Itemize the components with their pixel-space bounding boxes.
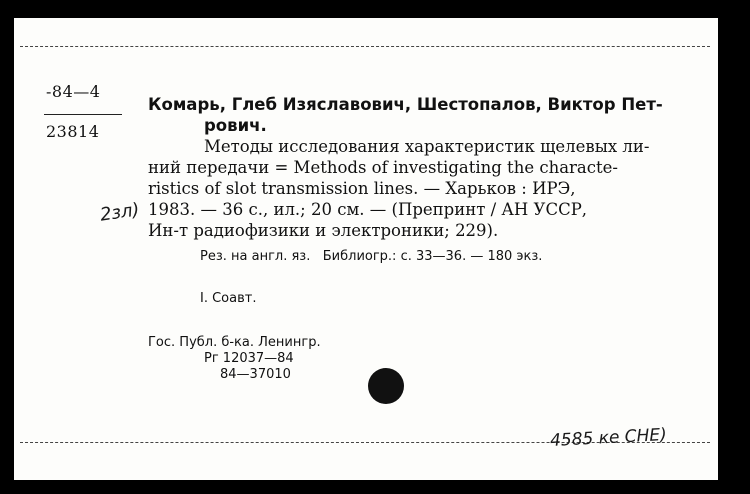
inventory-number: 23814 (46, 122, 100, 141)
bibliographic-record (148, 94, 708, 241)
tracing-line: I. Соавт. (200, 291, 257, 306)
title-line-1: Методы исследования характеристик щелевых ли- (204, 137, 650, 156)
catalog-card (14, 18, 718, 480)
title-line-3: ristics of slot transmission lines. — Харьков : ИРЭ, (148, 179, 576, 198)
library-name: Гос. Публ. б-ка. Ленингр. (148, 335, 321, 350)
handwritten-note: 4585 ке СНЕ) (549, 424, 668, 452)
author-heading-line-1: Комарь, Глеб Изяславович, Шестопалов, Виктор Пет- (148, 95, 663, 114)
author-heading-line-2: рович. (204, 116, 267, 135)
series-line-5: Ин-т радиофизики и электроники; 229). (148, 221, 499, 240)
notes-line: Рез. на англ. яз. Библиогр.: с. 33—36. — 180 экз. (200, 249, 543, 264)
shelf-mark: -84—4 (46, 82, 101, 101)
shelf-divider (44, 114, 122, 115)
top-dashed-border (20, 46, 710, 47)
punch-hole (368, 368, 404, 404)
card-number: 84—37010 (220, 367, 291, 382)
margin-handwritten-mark: 2зл) (98, 199, 141, 226)
imprint-line-4: 1983. — 36 с., ил.; 20 см. — (Препринт / АН УССР, (148, 200, 588, 219)
order-number: Рг 12037—84 (204, 351, 294, 366)
title-line-2: ний передачи = Methods of investigating the characte- (148, 158, 618, 177)
